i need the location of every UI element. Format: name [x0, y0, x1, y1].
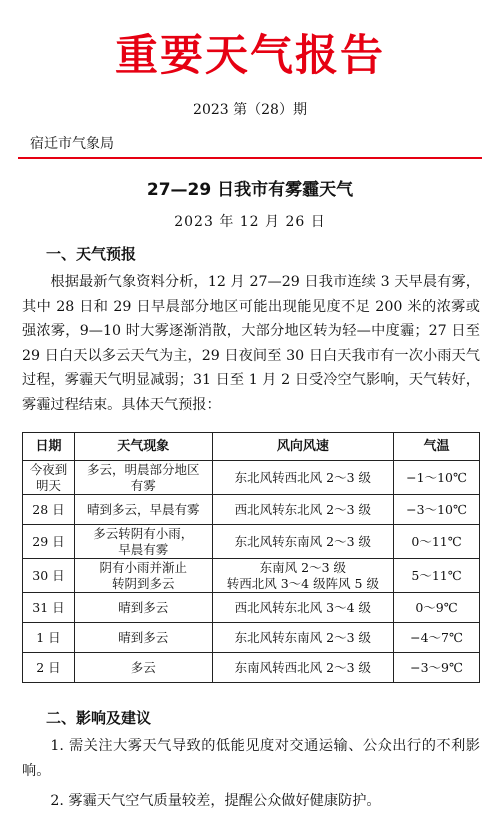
weather-cell-line: 有雾	[130, 477, 156, 493]
temp-cell	[394, 593, 480, 623]
weather-cell-line: 晴到多云	[118, 599, 169, 615]
temp-cell-line: 0～11℃	[411, 533, 462, 549]
temp-cell-line: 0～9℃	[415, 599, 458, 615]
forecast-table-body	[23, 461, 480, 683]
weather-cell-line: 早晨有雾	[118, 541, 169, 557]
weather-cell-line: 阴有小雨并渐止	[99, 559, 187, 575]
wind-cell	[212, 461, 394, 495]
advice-item: 1. 需关注大雾天气导致的低能见度对交通运输、公众出行的不利影响。	[22, 738, 480, 779]
date-cell	[23, 559, 75, 593]
temp-cell-line: −1～10℃	[406, 469, 467, 485]
wind-cell-line: 西北风转东北风 2～3 级	[234, 501, 372, 517]
table-row	[23, 559, 480, 593]
wind-cell-line: 东北风转东南风 2～3 级	[234, 533, 372, 549]
report-masthead: 重要天气报告	[115, 31, 385, 81]
weather-cell	[74, 559, 212, 593]
weather-cell-line: 多云，明晨部分地区	[86, 461, 200, 477]
temp-cell	[394, 461, 480, 495]
table-row	[23, 525, 480, 559]
wind-cell-line: 东南风 2～3 级	[259, 559, 347, 575]
date-cell	[23, 495, 75, 525]
weather-cell	[74, 653, 212, 683]
wind-cell-line: 东南风转西北风 2～3 级	[234, 659, 372, 675]
red-divider	[18, 157, 482, 159]
date-cell	[23, 593, 75, 623]
wind-cell	[212, 525, 394, 559]
forecast-table	[22, 432, 480, 683]
weather-cell-line: 晴到多云	[118, 629, 169, 645]
temp-cell	[394, 623, 480, 653]
date-cell	[23, 623, 75, 653]
weather-cell	[74, 461, 212, 495]
date-cell	[23, 525, 75, 559]
weather-cell-line: 晴到多云，早晨有雾	[86, 501, 200, 517]
table-row	[23, 461, 480, 495]
temp-cell	[394, 525, 480, 559]
table-row	[23, 495, 480, 525]
date-cell-line: 29 日	[32, 533, 65, 549]
header-temp: 气温	[394, 433, 480, 461]
header-wind: 风向风速	[212, 433, 394, 461]
advice-item: 2. 雾霾天气空气质量较差，提醒公众做好健康防护。	[50, 793, 381, 809]
table-row	[23, 653, 480, 683]
weather-cell-line: 多云转阴有小雨，	[93, 525, 194, 541]
document-date: 2023 年 12 月 26 日	[174, 214, 326, 230]
date-cell	[23, 461, 75, 495]
date-cell-line: 28 日	[32, 501, 65, 517]
wind-cell-line: 东北风转西北风 2～3 级	[234, 469, 372, 485]
header-weather: 天气现象	[74, 433, 212, 461]
wind-cell	[212, 559, 394, 593]
weather-cell	[74, 623, 212, 653]
section-heading-forecast: 一、天气预报	[46, 245, 137, 263]
temp-cell	[394, 559, 480, 593]
weather-cell-line: 多云	[130, 659, 156, 675]
wind-cell-line: 西北风转东北风 3～4 级	[234, 599, 372, 615]
temp-cell-line: −3～10℃	[406, 501, 467, 517]
weather-cell	[74, 593, 212, 623]
date-cell-line: 明天	[35, 477, 61, 493]
temp-cell-line: −3～9℃	[410, 659, 463, 675]
table-row	[23, 623, 480, 653]
wind-cell	[212, 593, 394, 623]
temp-cell	[394, 495, 480, 525]
weather-cell	[74, 525, 212, 559]
date-cell-line: 2 日	[36, 659, 61, 675]
weather-cell	[74, 495, 212, 525]
section-heading-advice: 二、影响及建议	[46, 709, 152, 727]
wind-cell	[212, 495, 394, 525]
wind-cell	[212, 653, 394, 683]
table-row	[23, 593, 480, 623]
issue-number: 2023 第（28）期	[193, 102, 307, 118]
document-title: 27—29 日我市有雾霾天气	[146, 180, 354, 200]
date-cell-line: 31 日	[32, 599, 65, 615]
wind-cell-line: 转西北风 3～4 级阵风 5 级	[226, 575, 379, 591]
temp-cell-line: 5～11℃	[411, 567, 462, 583]
header-date: 日期	[23, 433, 75, 461]
date-cell-line: 今夜到	[29, 461, 68, 477]
wind-cell-line: 东北风转东南风 2～3 级	[234, 629, 372, 645]
date-cell-line: 30 日	[32, 567, 65, 583]
temp-cell	[394, 653, 480, 683]
date-cell-line: 1 日	[36, 629, 61, 645]
table-header-row	[23, 433, 480, 461]
forecast-paragraph: 根据最新气象资料分析，12 月 27—29 日我市连续 3 天早晨有雾，其中 28 日和 29 日早晨部分地区可能出现能见度不足 200 米的浓雾或强浓雾，9—10 时大雾逐渐消散，大部分地区转为轻—中度霾；27 日至 29 日白天以多云天气为主，29 日夜间至 30 日白天我市有一次小雨天气过程，雾霾天气明显减弱；31 日至 1 月 2 日受冷空气影响，天气转好，雾霾过程结束。具体天气预报：	[22, 274, 480, 413]
date-cell	[23, 653, 75, 683]
issuer-name: 宿迁市气象局	[30, 136, 114, 152]
wind-cell	[212, 623, 394, 653]
weather-cell-line: 转阴到多云	[111, 575, 175, 591]
temp-cell-line: −4～7℃	[410, 629, 463, 645]
